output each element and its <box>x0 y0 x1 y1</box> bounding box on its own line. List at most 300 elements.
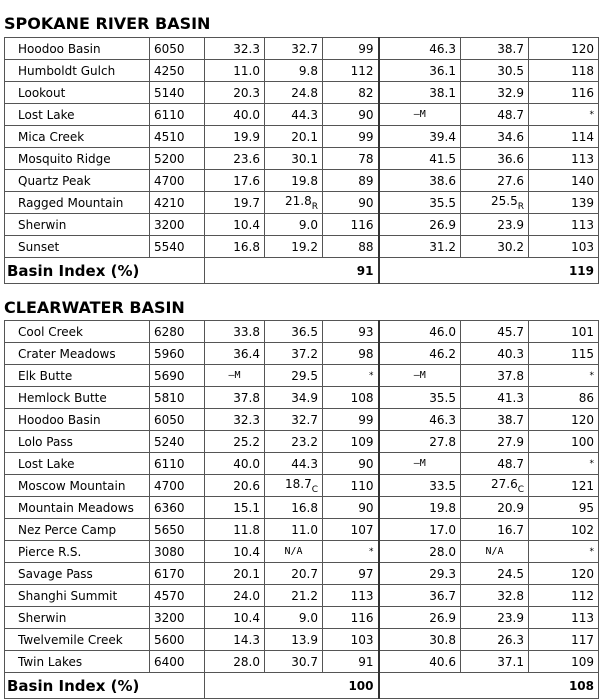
site-elevation-value: 6280 <box>154 324 185 339</box>
value-cell-c4 <box>379 38 461 60</box>
value-cell-c6-value: 103 <box>571 239 594 254</box>
site-name-value: Lost Lake <box>18 456 75 471</box>
site-elevation <box>150 214 205 236</box>
value-cell-c5 <box>461 387 529 409</box>
value-cell-c1 <box>205 236 265 258</box>
table-row <box>5 148 599 170</box>
value-cell-c2 <box>265 104 323 126</box>
site-name-value: Humboldt Gulch <box>18 63 116 78</box>
value-cell-c1 <box>205 431 265 453</box>
value-cell-c3-value: 98 <box>358 346 374 361</box>
value-cell-c5 <box>461 365 529 387</box>
value-cell-c4 <box>379 409 461 431</box>
value-cell-c4-value: 35.5 <box>429 195 456 210</box>
table-row <box>5 563 599 585</box>
site-name-value: Quartz Peak <box>18 173 91 188</box>
site-name <box>5 192 150 214</box>
site-name-value: Twelvemile Creek <box>18 632 123 647</box>
basin-index-value-current: 91 <box>205 258 379 284</box>
value-cell-c5-value: 40.3 <box>497 346 524 361</box>
value-cell-c5-value: 45.7 <box>497 324 524 339</box>
value-cell-c6 <box>529 497 599 519</box>
value-cell-c6 <box>529 607 599 629</box>
value-cell-c3-value: 90 <box>358 107 374 122</box>
value-cell-c6-value: 113 <box>571 217 594 232</box>
value-cell-c3 <box>323 475 379 497</box>
basin-index-value-other: 119 <box>379 258 599 284</box>
value-cell-c1 <box>205 585 265 607</box>
value-cell-c1 <box>205 148 265 170</box>
value-cell-c1-value: 15.1 <box>233 500 260 515</box>
value-cell-c5-value: 38.7 <box>497 41 524 56</box>
site-elevation-value: 5690 <box>154 368 185 383</box>
section-title-spokane: SPOKANE RIVER BASIN <box>4 14 211 33</box>
site-elevation <box>150 585 205 607</box>
site-name <box>5 343 150 365</box>
value-cell-c2 <box>265 170 323 192</box>
value-cell-c6-value: * <box>589 370 594 381</box>
value-cell-c6-value: 101 <box>571 324 594 339</box>
value-cell-c5-value: 16.7 <box>497 522 524 537</box>
site-elevation <box>150 475 205 497</box>
site-elevation-value: 5240 <box>154 434 185 449</box>
table-row <box>5 104 599 126</box>
value-cell-c3-value: 90 <box>358 195 374 210</box>
table-row <box>5 236 599 258</box>
value-cell-c1-value: 32.3 <box>233 41 260 56</box>
value-cell-c1 <box>205 38 265 60</box>
table-row <box>5 431 599 453</box>
site-elevation-value: 5600 <box>154 632 185 647</box>
site-name-value: Hoodoo Basin <box>18 41 101 56</box>
value-cell-c4-value: 26.9 <box>429 217 456 232</box>
value-cell-c2-value: 32.7 <box>291 41 318 56</box>
value-cell-c1-value: 20.3 <box>233 85 260 100</box>
value-cell-c4-value: 36.7 <box>429 588 456 603</box>
basin-index-row <box>5 673 599 699</box>
value-cell-c4-value: 38.1 <box>429 85 456 100</box>
value-cell-c2-value: 44.3 <box>291 456 318 471</box>
site-elevation-value: 6110 <box>154 456 185 471</box>
value-cell-c6 <box>529 629 599 651</box>
site-name-value: Lost Lake <box>18 107 75 122</box>
value-cell-c6 <box>529 104 599 126</box>
site-name <box>5 651 150 673</box>
value-cell-c6-value: 112 <box>571 588 594 603</box>
site-elevation <box>150 60 205 82</box>
value-cell-c2-flag: R <box>311 201 318 212</box>
value-cell-c4-value: –M <box>413 109 426 120</box>
site-name <box>5 82 150 104</box>
value-cell-c3-value: 116 <box>350 217 374 232</box>
site-name <box>5 104 150 126</box>
site-name-value: Lolo Pass <box>18 434 73 449</box>
value-cell-c1-value: 25.2 <box>233 434 260 449</box>
value-cell-c3-value: 99 <box>358 129 374 144</box>
value-cell-c6 <box>529 651 599 673</box>
value-cell-c2-value: 11.0 <box>291 522 318 537</box>
value-cell-c3 <box>323 236 379 258</box>
value-cell-c2-value: 24.8 <box>291 85 318 100</box>
basin-index-label: Basin Index (%) <box>5 673 205 699</box>
site-elevation-value: 4210 <box>154 195 185 210</box>
site-name-value: Shanghi Summit <box>18 588 118 603</box>
value-cell-c3-value: 91 <box>358 654 374 669</box>
value-cell-c5 <box>461 82 529 104</box>
value-cell-c4 <box>379 148 461 170</box>
value-cell-c4 <box>379 563 461 585</box>
value-cell-c5 <box>461 170 529 192</box>
value-cell-c1-value: 11.0 <box>233 63 260 78</box>
value-cell-c5 <box>461 38 529 60</box>
value-cell-c1 <box>205 541 265 563</box>
value-cell-c2-value: 20.1 <box>291 129 318 144</box>
value-cell-c1 <box>205 453 265 475</box>
value-cell-c3-value: 116 <box>350 610 374 625</box>
table-row <box>5 321 599 343</box>
value-cell-c1-value: –M <box>228 370 241 381</box>
value-cell-c4 <box>379 82 461 104</box>
value-cell-c3 <box>323 38 379 60</box>
site-name-value: Crater Meadows <box>18 346 116 361</box>
value-cell-c3-value: 103 <box>350 632 374 647</box>
value-cell-c2-value: 20.7 <box>291 566 318 581</box>
value-cell-c3-value: 99 <box>358 412 374 427</box>
site-elevation <box>150 321 205 343</box>
value-cell-c5-flag: R <box>517 201 524 212</box>
site-name <box>5 541 150 563</box>
value-cell-c2 <box>265 236 323 258</box>
site-elevation <box>150 607 205 629</box>
value-cell-c6 <box>529 38 599 60</box>
basin-index-label: Basin Index (%) <box>5 258 205 284</box>
value-cell-c5-value: 38.7 <box>497 412 524 427</box>
site-elevation-value: 3200 <box>154 610 185 625</box>
clearwater-basin-table <box>4 320 599 699</box>
value-cell-c4 <box>379 453 461 475</box>
value-cell-c6 <box>529 453 599 475</box>
value-cell-c6 <box>529 321 599 343</box>
site-elevation <box>150 563 205 585</box>
value-cell-c1-value: 14.3 <box>233 632 260 647</box>
value-cell-c3 <box>323 148 379 170</box>
value-cell-c4 <box>379 431 461 453</box>
value-cell-c5 <box>461 104 529 126</box>
site-name <box>5 431 150 453</box>
value-cell-c3-value: 112 <box>350 63 374 78</box>
site-elevation <box>150 38 205 60</box>
site-name-value: Lookout <box>18 85 66 100</box>
value-cell-c4-value: 17.0 <box>429 522 456 537</box>
value-cell-c6-value: * <box>589 546 594 557</box>
site-elevation-value: 5540 <box>154 239 185 254</box>
site-elevation-value: 5810 <box>154 390 185 405</box>
value-cell-c2 <box>265 343 323 365</box>
value-cell-c2-value: 9.8 <box>298 63 318 78</box>
value-cell-c6 <box>529 541 599 563</box>
value-cell-c3-value: * <box>369 546 374 557</box>
value-cell-c4-value: 40.6 <box>429 654 456 669</box>
value-cell-c6-value: 116 <box>571 85 594 100</box>
value-cell-c2-value: 9.0 <box>298 610 318 625</box>
value-cell-c3 <box>323 192 379 214</box>
value-cell-c4-value: –M <box>413 370 426 381</box>
value-cell-c1-value: 33.8 <box>233 324 260 339</box>
value-cell-c2 <box>265 365 323 387</box>
value-cell-c5 <box>461 148 529 170</box>
value-cell-c1 <box>205 607 265 629</box>
value-cell-c4 <box>379 475 461 497</box>
value-cell-c4-value: 33.5 <box>429 478 456 493</box>
table-row <box>5 170 599 192</box>
value-cell-c4 <box>379 126 461 148</box>
site-name <box>5 409 150 431</box>
value-cell-c6 <box>529 82 599 104</box>
site-name <box>5 38 150 60</box>
value-cell-c1 <box>205 104 265 126</box>
value-cell-c3-value: 99 <box>358 41 374 56</box>
value-cell-c2 <box>265 82 323 104</box>
value-cell-c3-value: 88 <box>358 239 374 254</box>
value-cell-c2 <box>265 431 323 453</box>
site-name <box>5 475 150 497</box>
value-cell-c5 <box>461 321 529 343</box>
value-cell-c3 <box>323 541 379 563</box>
value-cell-c2 <box>265 453 323 475</box>
value-cell-c6 <box>529 387 599 409</box>
value-cell-c3-value: 113 <box>350 588 374 603</box>
site-elevation-value: 5200 <box>154 151 185 166</box>
value-cell-c6-value: 120 <box>571 41 594 56</box>
value-cell-c3 <box>323 343 379 365</box>
value-cell-c6 <box>529 563 599 585</box>
site-name-value: Nez Perce Camp <box>18 522 117 537</box>
value-cell-c6-value: 100 <box>571 434 594 449</box>
value-cell-c5 <box>461 126 529 148</box>
site-name-value: Cool Creek <box>18 324 83 339</box>
site-name <box>5 519 150 541</box>
value-cell-c4-value: 38.6 <box>429 173 456 188</box>
value-cell-c2-value: 9.0 <box>298 217 318 232</box>
value-cell-c4 <box>379 629 461 651</box>
value-cell-c2-value: 19.2 <box>291 239 318 254</box>
value-cell-c6-value: * <box>589 458 594 469</box>
value-cell-c1-value: 10.4 <box>233 217 260 232</box>
value-cell-c1-value: 19.9 <box>233 129 260 144</box>
value-cell-c4-value: 31.2 <box>429 239 456 254</box>
value-cell-c5 <box>461 192 529 214</box>
value-cell-c5-value: 27.9 <box>497 434 524 449</box>
value-cell-c1-value: 20.6 <box>233 478 260 493</box>
site-elevation-value: 6110 <box>154 107 185 122</box>
site-elevation-value: 6050 <box>154 412 185 427</box>
value-cell-c2-value: 32.7 <box>291 412 318 427</box>
site-name <box>5 236 150 258</box>
value-cell-c4-value: 28.0 <box>429 544 456 559</box>
value-cell-c2 <box>265 497 323 519</box>
value-cell-c1-value: 20.1 <box>233 566 260 581</box>
site-name-value: Sherwin <box>18 217 67 232</box>
value-cell-c5-value: 37.1 <box>497 654 524 669</box>
value-cell-c1-value: 10.4 <box>233 544 260 559</box>
value-cell-c4 <box>379 321 461 343</box>
site-name <box>5 321 150 343</box>
site-elevation <box>150 82 205 104</box>
value-cell-c3-value: * <box>369 370 374 381</box>
value-cell-c1 <box>205 126 265 148</box>
value-cell-c6-value: 120 <box>571 412 594 427</box>
value-cell-c2-value: 18.7 <box>284 476 312 491</box>
value-cell-c1-value: 40.0 <box>233 107 260 122</box>
value-cell-c3 <box>323 563 379 585</box>
site-elevation-value: 6170 <box>154 566 185 581</box>
site-elevation-value: 5960 <box>154 346 185 361</box>
value-cell-c4-value: 46.0 <box>429 324 456 339</box>
value-cell-c2 <box>265 563 323 585</box>
value-cell-c5 <box>461 585 529 607</box>
value-cell-c5 <box>461 475 529 497</box>
value-cell-c3-value: 90 <box>358 500 374 515</box>
value-cell-c4-value: 46.3 <box>429 412 456 427</box>
value-cell-c1 <box>205 343 265 365</box>
table-row <box>5 60 599 82</box>
site-elevation <box>150 365 205 387</box>
value-cell-c3-value: 108 <box>350 390 374 405</box>
value-cell-c1-value: 17.6 <box>233 173 260 188</box>
site-name-value: Hemlock Butte <box>18 390 107 405</box>
value-cell-c2 <box>265 214 323 236</box>
site-elevation-value: 5140 <box>154 85 185 100</box>
value-cell-c6-value: 86 <box>578 390 594 405</box>
value-cell-c2 <box>265 607 323 629</box>
value-cell-c4 <box>379 343 461 365</box>
value-cell-c1 <box>205 475 265 497</box>
value-cell-c4-value: –M <box>413 458 426 469</box>
value-cell-c1-value: 28.0 <box>233 654 260 669</box>
value-cell-c6-value: 95 <box>578 500 594 515</box>
site-name <box>5 629 150 651</box>
table-row <box>5 126 599 148</box>
value-cell-c3 <box>323 585 379 607</box>
value-cell-c1-value: 11.8 <box>233 522 260 537</box>
site-name-value: Ragged Mountain <box>18 195 124 210</box>
value-cell-c5-value: 37.8 <box>497 368 524 383</box>
value-cell-c3 <box>323 651 379 673</box>
value-cell-c3 <box>323 519 379 541</box>
value-cell-c2-value: 34.9 <box>291 390 318 405</box>
site-elevation-value: 4570 <box>154 588 185 603</box>
table-row <box>5 497 599 519</box>
section-title-clearwater: CLEARWATER BASIN <box>4 298 185 317</box>
basin-index-row <box>5 258 599 284</box>
value-cell-c6 <box>529 585 599 607</box>
value-cell-c6 <box>529 519 599 541</box>
value-cell-c3 <box>323 214 379 236</box>
site-elevation-value: 4510 <box>154 129 185 144</box>
value-cell-c5-value: 34.6 <box>497 129 524 144</box>
value-cell-c5 <box>461 497 529 519</box>
value-cell-c4-value: 36.1 <box>429 63 456 78</box>
site-name-value: Mica Creek <box>18 129 85 144</box>
value-cell-c6-value: 139 <box>571 195 594 210</box>
value-cell-c5-value: 36.6 <box>497 151 524 166</box>
value-cell-c2-value: 44.3 <box>291 107 318 122</box>
value-cell-c2 <box>265 126 323 148</box>
value-cell-c3-value: 110 <box>350 478 374 493</box>
table-row <box>5 214 599 236</box>
site-elevation-value: 6360 <box>154 500 185 515</box>
basin-index-value-other: 108 <box>379 673 599 699</box>
value-cell-c1 <box>205 497 265 519</box>
value-cell-c6 <box>529 431 599 453</box>
value-cell-c2 <box>265 585 323 607</box>
value-cell-c3-value: 109 <box>350 434 374 449</box>
site-elevation-value: 5650 <box>154 522 185 537</box>
value-cell-c6-value: 102 <box>571 522 594 537</box>
table-row <box>5 82 599 104</box>
site-name-value: Twin Lakes <box>18 654 83 669</box>
site-name <box>5 387 150 409</box>
value-cell-c1-value: 19.7 <box>233 195 260 210</box>
value-cell-c6 <box>529 409 599 431</box>
site-elevation-value: 6050 <box>154 41 185 56</box>
value-cell-c3 <box>323 126 379 148</box>
value-cell-c6-value: 114 <box>571 129 594 144</box>
value-cell-c1-value: 10.4 <box>233 610 260 625</box>
value-cell-c3 <box>323 453 379 475</box>
value-cell-c2-value: 23.2 <box>291 434 318 449</box>
site-elevation-value: 4700 <box>154 478 185 493</box>
value-cell-c4 <box>379 387 461 409</box>
value-cell-c6-value: 115 <box>571 346 594 361</box>
basin-index-value-current: 100 <box>205 673 379 699</box>
value-cell-c5 <box>461 409 529 431</box>
value-cell-c3 <box>323 607 379 629</box>
value-cell-c2 <box>265 409 323 431</box>
value-cell-c6 <box>529 148 599 170</box>
value-cell-c1 <box>205 82 265 104</box>
value-cell-c6 <box>529 236 599 258</box>
value-cell-c4 <box>379 104 461 126</box>
value-cell-c5-value: 23.9 <box>497 610 524 625</box>
value-cell-c4 <box>379 214 461 236</box>
site-name <box>5 607 150 629</box>
value-cell-c5-value: 27.6 <box>490 476 518 491</box>
value-cell-c6 <box>529 60 599 82</box>
value-cell-c1 <box>205 651 265 673</box>
spokane-basin-rows <box>5 38 599 284</box>
table-row <box>5 38 599 60</box>
value-cell-c5 <box>461 607 529 629</box>
value-cell-c4 <box>379 60 461 82</box>
value-cell-c3 <box>323 60 379 82</box>
value-cell-c5 <box>461 651 529 673</box>
value-cell-c4-value: 46.2 <box>429 346 456 361</box>
value-cell-c4 <box>379 651 461 673</box>
value-cell-c1-value: 37.8 <box>233 390 260 405</box>
site-elevation <box>150 104 205 126</box>
value-cell-c4 <box>379 497 461 519</box>
value-cell-c5-value: 30.2 <box>497 239 524 254</box>
site-elevation-value: 4250 <box>154 63 185 78</box>
value-cell-c2-value: 21.8 <box>285 193 312 208</box>
value-cell-c5 <box>461 214 529 236</box>
value-cell-c1 <box>205 519 265 541</box>
value-cell-c5-value: 27.6 <box>497 173 524 188</box>
value-cell-c3 <box>323 170 379 192</box>
value-cell-c2 <box>265 475 323 497</box>
value-cell-c5-value: 32.9 <box>497 85 524 100</box>
